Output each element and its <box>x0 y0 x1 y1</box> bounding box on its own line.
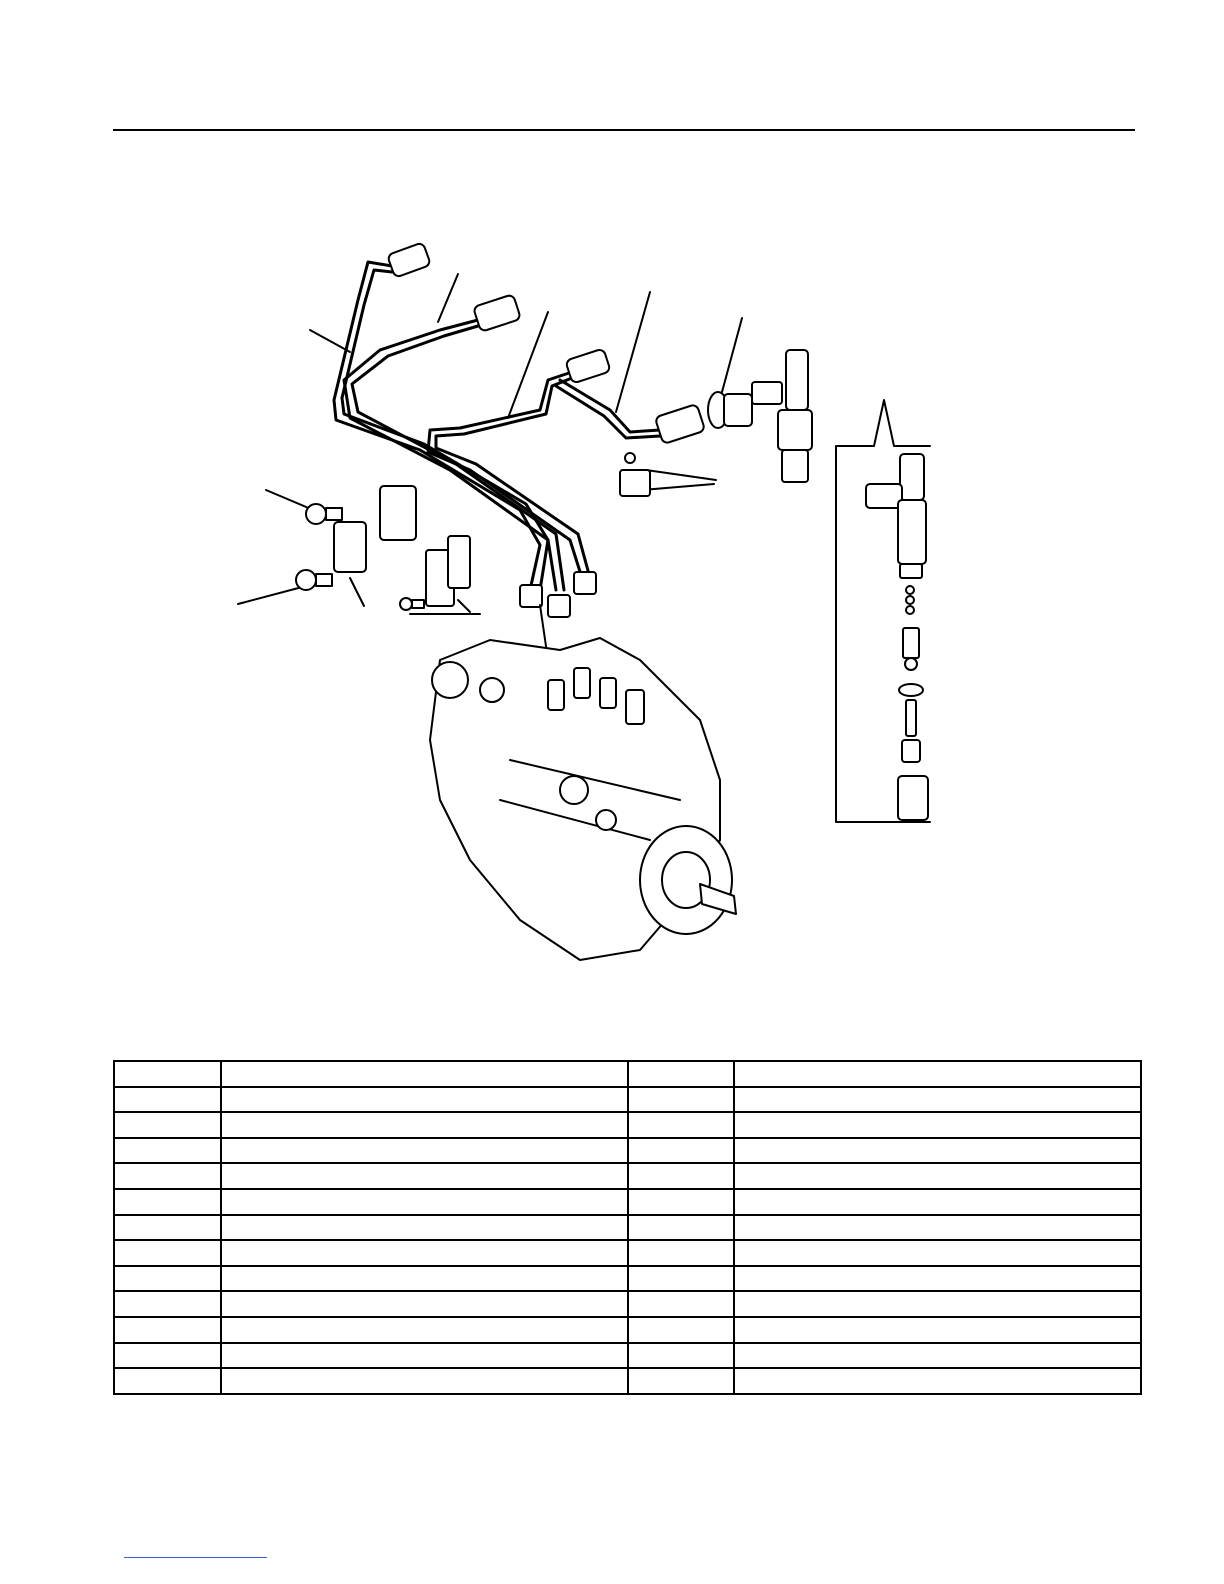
table-row <box>114 1343 1141 1369</box>
parts-table <box>113 1060 1142 1395</box>
table-cell <box>628 1266 734 1292</box>
table-cell <box>734 1343 1141 1369</box>
table-row <box>114 1266 1141 1292</box>
table-cell <box>628 1343 734 1369</box>
table-cell <box>734 1266 1141 1292</box>
table-cell <box>628 1291 734 1317</box>
table-cell <box>114 1368 221 1394</box>
table-row <box>114 1189 1141 1215</box>
table-cell <box>221 1215 628 1241</box>
table-cell <box>114 1240 221 1266</box>
footer-link-underline[interactable] <box>124 1557 267 1558</box>
table-cell <box>628 1138 734 1164</box>
table-cell <box>114 1215 221 1241</box>
table-cell <box>734 1368 1141 1394</box>
table-row <box>114 1138 1141 1164</box>
table-row <box>114 1061 1141 1087</box>
injection-pump-icon <box>430 638 736 960</box>
table-cell <box>628 1240 734 1266</box>
table-cell <box>734 1138 1141 1164</box>
table-cell <box>221 1189 628 1215</box>
table-cell <box>734 1087 1141 1113</box>
table-cell <box>628 1061 734 1087</box>
leader-lines-icon <box>238 274 742 660</box>
table-cell <box>221 1112 628 1138</box>
table-cell <box>734 1240 1141 1266</box>
table-cell <box>221 1343 628 1369</box>
table-cell <box>628 1368 734 1394</box>
table-cell <box>114 1317 221 1343</box>
table-cell <box>221 1163 628 1189</box>
table-cell <box>628 1087 734 1113</box>
table-row <box>114 1087 1141 1113</box>
table-row <box>114 1215 1141 1241</box>
table-cell <box>114 1112 221 1138</box>
table-cell <box>221 1291 628 1317</box>
table-cell <box>734 1061 1141 1087</box>
table-cell <box>734 1215 1141 1241</box>
table-cell <box>734 1163 1141 1189</box>
table-cell <box>114 1189 221 1215</box>
table-row <box>114 1291 1141 1317</box>
table-cell <box>734 1189 1141 1215</box>
table-cell <box>734 1112 1141 1138</box>
table-cell <box>221 1138 628 1164</box>
table-cell <box>628 1112 734 1138</box>
table-cell <box>221 1266 628 1292</box>
table-row <box>114 1368 1141 1394</box>
table-cell <box>221 1240 628 1266</box>
table-row <box>114 1163 1141 1189</box>
table-cell <box>114 1138 221 1164</box>
table-cell <box>114 1266 221 1292</box>
table-row <box>114 1240 1141 1266</box>
table-cell <box>114 1291 221 1317</box>
table-cell <box>628 1189 734 1215</box>
table-cell <box>221 1087 628 1113</box>
table-cell <box>734 1291 1141 1317</box>
table-cell <box>628 1317 734 1343</box>
table-cell <box>221 1061 628 1087</box>
nozzle-holder-icon <box>708 350 812 482</box>
table-row <box>114 1317 1141 1343</box>
table-cell <box>114 1061 221 1087</box>
injector-detail-inset <box>836 400 930 822</box>
table-row <box>114 1112 1141 1138</box>
table-cell <box>221 1368 628 1394</box>
table-cell <box>114 1343 221 1369</box>
table-cell <box>221 1317 628 1343</box>
table-cell <box>114 1163 221 1189</box>
table-cell <box>628 1215 734 1241</box>
table-cell <box>734 1317 1141 1343</box>
table-cell <box>114 1087 221 1113</box>
table-cell <box>628 1163 734 1189</box>
